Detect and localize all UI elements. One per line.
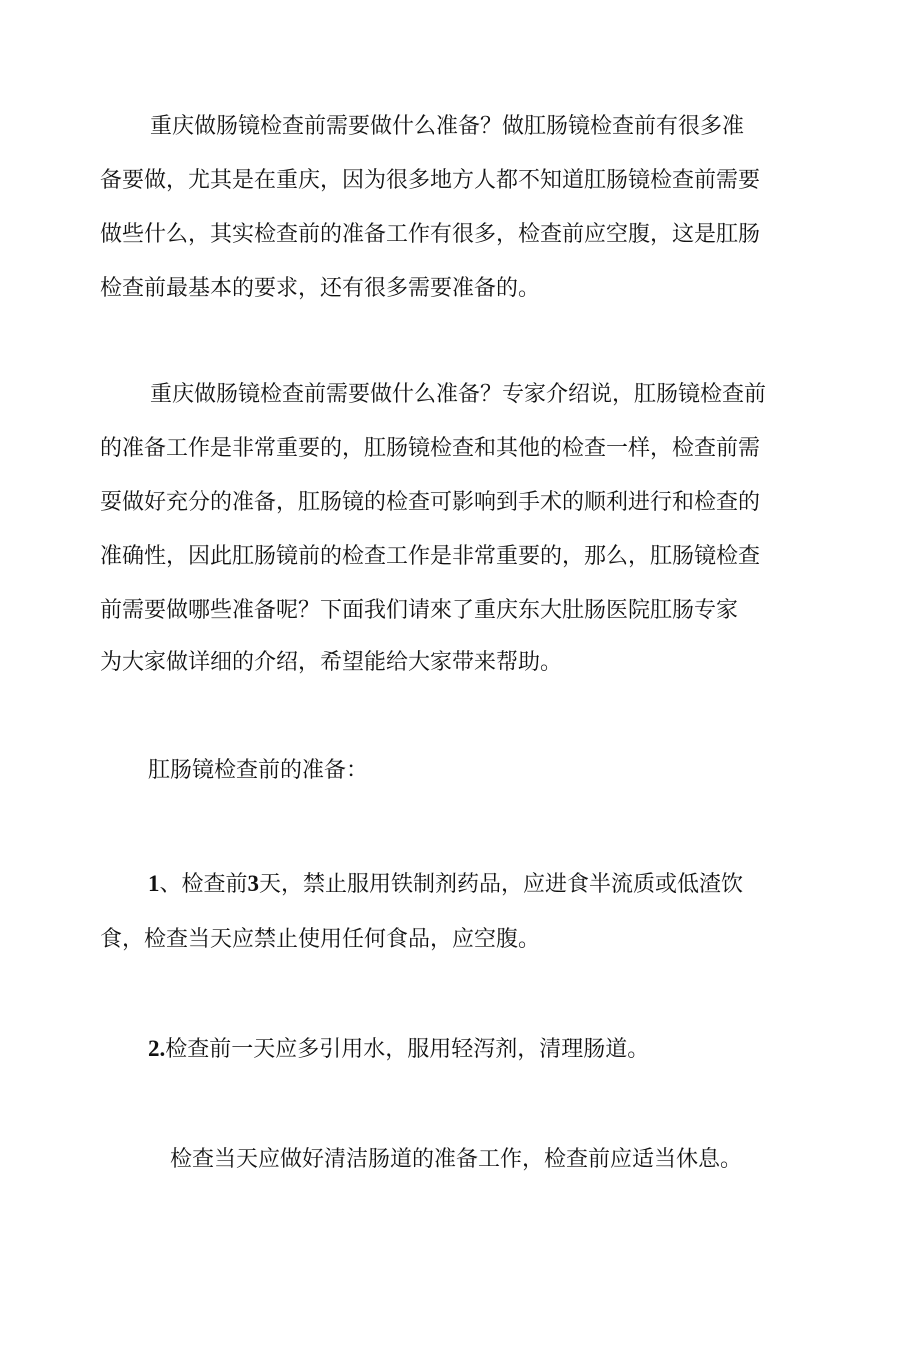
paragraph-line: 备要做，尤其是在重庆，因为很多地方人都不知道肛肠镜检查前需要 <box>100 168 761 193</box>
item-number: 2. <box>148 1036 166 1061</box>
closing-paragraph: 检查当天应做好清洁肠道的准备工作，检查前应适当休息。 <box>170 1147 743 1172</box>
paragraph-line: 耍做好充分的准备，肛肠镜的检查可影响到手术的顺利进行和检查的 <box>100 490 761 515</box>
paragraph-line: 为大家做详细的介绍，希望能给大家带来帮助。 <box>100 650 563 675</box>
paragraph-line: 检查前最基本的要求，还有很多需要准备的。 <box>100 276 541 301</box>
paragraph-line: 的准备工作是非常重要的，肛肠镜检查和其他的检查一样，检查前需 <box>100 436 761 461</box>
item-text: 检查前一天应多引用水，服用轻泻剂，清理肠道。 <box>165 1037 650 1062</box>
list-item-line <box>148 869 743 899</box>
paragraph-line: 前需要做哪些准备呢？下面我们请來了重庆东大肚肠医院肛肠专家 <box>100 598 739 623</box>
paragraph-line: 重庆做肠镜检查前需要做什么准备？做肛肠镜检查前有很多准 <box>150 114 745 139</box>
item-number: 1 <box>148 871 160 896</box>
section-heading: 肛肠镜检查前的准备： <box>148 758 369 783</box>
list-item-line: 食，检查当天应禁止使用任何食品，应空腹。 <box>100 927 541 952</box>
item-text: 、检查前 <box>159 872 248 897</box>
paragraph-line: 准确性，因此肛肠镜前的检查工作是非常重要的，那么，肛肠镜检查 <box>100 544 761 569</box>
item-days: 3 <box>247 871 260 896</box>
paragraph-line: 重庆做肠镜检查前需要做什么准备？专家介绍说，肛肠镜检查前 <box>150 382 767 407</box>
list-item-2 <box>148 1034 649 1064</box>
paragraph-line: 做些什么，其实检查前的准备工作有很多，检查前应空腹，这是肛肠 <box>100 222 761 247</box>
item-text: 天，禁止服用铁制剂药品，应进食半流质或低渣饮 <box>259 872 744 897</box>
